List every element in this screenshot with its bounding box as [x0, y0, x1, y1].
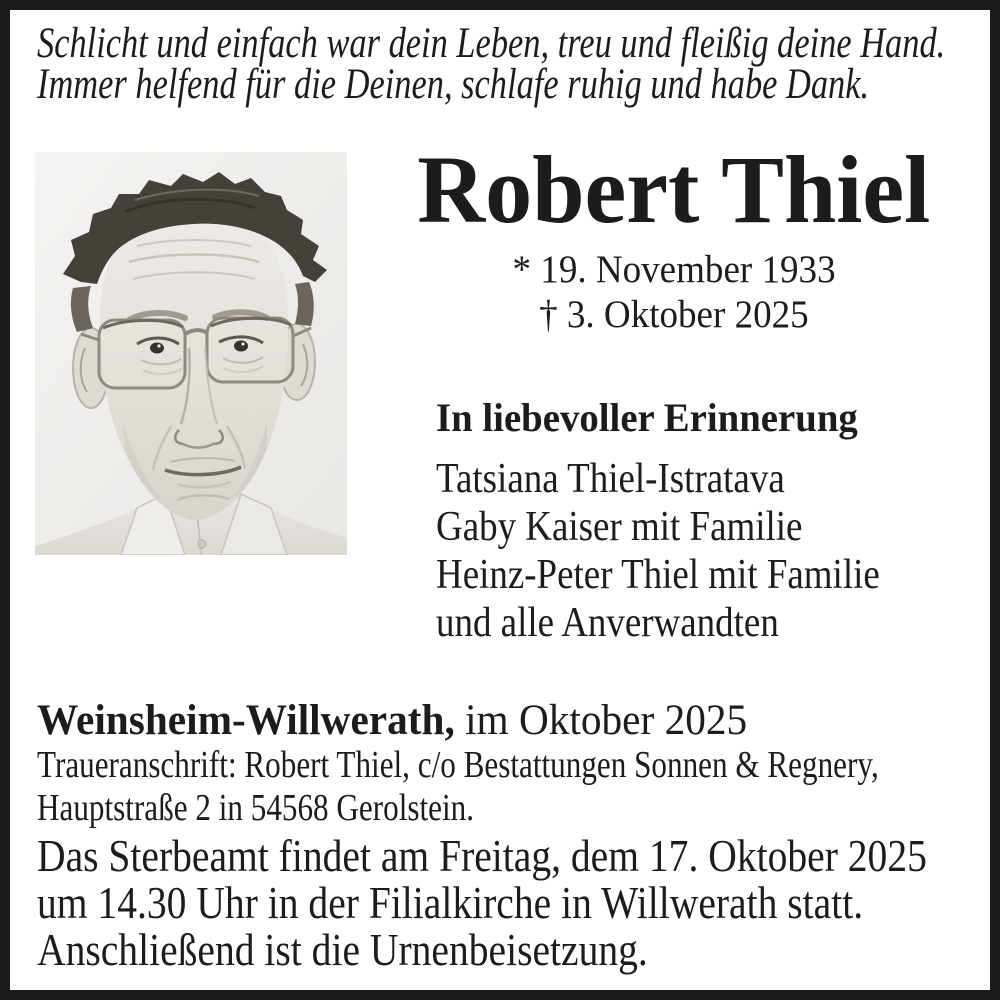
portrait-photo	[35, 152, 347, 555]
mourners-list	[436, 455, 940, 647]
place-and-date	[37, 698, 777, 743]
mourner-name: Tatsiana Thiel-Istratava	[436, 456, 785, 502]
address-line-1: Traueranschrift: Robert Thiel, c/o Bestattungen Sonnen & Regnery,	[37, 744, 879, 786]
life-dates	[358, 247, 990, 337]
place-name: Weinsheim-Willwerath,	[37, 697, 455, 744]
epitaph-line-1: Schlicht und einfach war dein Leben, treu und fleißig deine Hand.	[37, 20, 946, 67]
portrait-illustration	[35, 152, 347, 555]
funeral-service-info	[37, 832, 1000, 973]
memorial-heading	[436, 397, 871, 439]
epitaph	[37, 20, 1000, 108]
mourner-name: Gaby Kaiser mit Familie	[436, 504, 803, 550]
mourner-row	[436, 551, 940, 599]
mourner-row	[436, 455, 940, 503]
mourner-name: Heinz-Peter Thiel mit Familie	[436, 552, 880, 598]
deceased-name-text: Robert Thiel	[417, 136, 931, 243]
memorial-heading-text: In liebevoller Erinnerung	[436, 395, 858, 440]
death-date: † 3. Oktober 2025	[539, 293, 809, 336]
mourning-address	[37, 744, 1000, 830]
mourner-row	[436, 599, 940, 647]
service-line-2: um 14.30 Uhr in der Filialkirche in Willwerath statt.	[37, 877, 864, 928]
address-line-2: Hauptstraße 2 in 54568 Gerolstein.	[37, 787, 475, 829]
epitaph-line-2: Immer helfend für die Deinen, schlafe ruhig und habe Dank.	[37, 61, 870, 108]
service-line-1: Das Sterbeamt findet am Freitag, dem 17. Oktober 2025	[37, 830, 927, 881]
date-text: im Oktober 2025	[465, 697, 748, 744]
service-line-3: Anschließend ist die Urnenbeisetzung.	[37, 924, 648, 975]
mourner-name: und alle Anverwandten	[436, 600, 779, 646]
mourner-row	[436, 503, 940, 551]
deceased-name	[358, 136, 990, 243]
birth-date: * 19. November 1933	[512, 248, 836, 291]
